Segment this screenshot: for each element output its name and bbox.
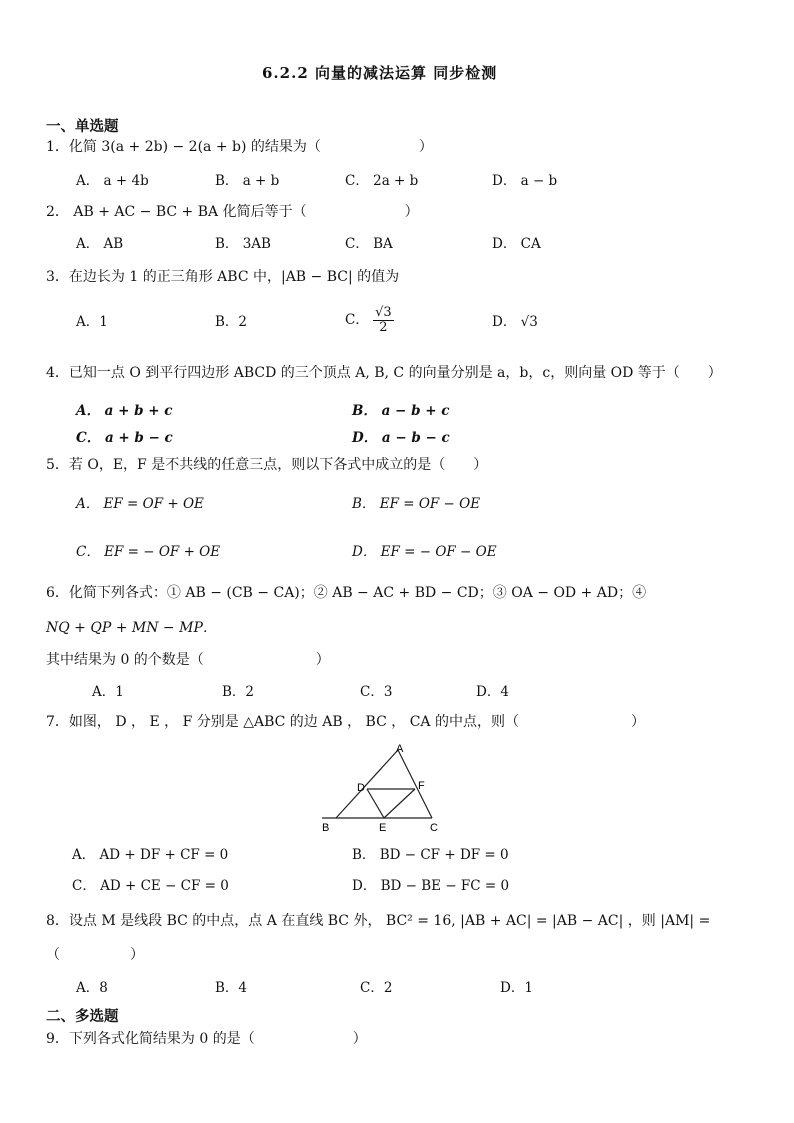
side-ac [398,750,432,818]
q4-option-c[interactable]: C． a + b − c [76,430,173,446]
question-7-stem: 7．如图， D ， E ， F 分别是 △ABC 的边 AB ， BC ， CA 的中点，则（ ） [46,714,645,730]
question-1-stem: 1．化简 3(a + 2b) − 2(a + b) 的结果为（ ） [46,139,433,155]
question-2-stem: 2． AB + AC − BC + BA 化简后等于（ ） [46,204,419,220]
q5-option-b[interactable]: B． EF = OF − OE [352,496,481,512]
question-5-stem: 5．若 O，E，F 是不共线的任意三点，则以下各式中成立的是（ ） [46,457,488,473]
q2-option-b[interactable]: B． 3AB [215,236,271,252]
q5-option-a[interactable]: A． EF = OF + OE [76,496,204,512]
label-e: E [379,822,387,834]
q2-option-d[interactable]: D． CA [492,236,541,252]
question-4-stem: 4．已知一点 O 到平行四边形 ABCD 的三个顶点 A, B, C 的向量分别是 a，b，c，则向量 OD 等于（ ） [46,365,722,381]
section-single-choice: 一、单选题 [46,118,119,135]
fraction-numerator: √3 [375,305,392,320]
label-f: F [418,780,425,792]
q5-option-c[interactable]: C． EF = − OF + OE [76,544,221,560]
side-ab [336,750,398,818]
question-3-stem: 3．在边长为 1 的正三角形 ABC 中，|AB − BC| 的值为 [46,269,400,285]
q1-option-d[interactable]: D． a − b [492,173,558,189]
page-title: 6.2.2 向量的减法运算 同步检测 [262,64,498,82]
q8-option-d[interactable]: D．1 [500,980,533,996]
q4-option-b[interactable]: B． a − b + c [352,403,450,419]
q3-option-c[interactable] [345,306,394,335]
q3-option-a[interactable]: A．1 [76,314,108,330]
question-6-line-1: 6．化简下列各式：① AB − (CB − CA)；② AB − AC + BD − CD；③ OA − OD + AD；④ [46,585,647,601]
fraction-denominator: 2 [379,320,388,335]
q1-option-c[interactable]: C． 2a + b [345,173,419,189]
label-d: D [357,782,365,794]
q7-option-a[interactable]: A． AD + DF + CF = 0 [72,847,229,863]
q8-option-b[interactable]: B．4 [215,980,248,996]
q1-option-a[interactable]: A． a + 4b [76,173,149,189]
q3-option-d[interactable]: D． √3 [492,314,538,330]
q2-option-a[interactable]: A． AB [76,236,124,252]
label-c: C [430,822,438,834]
q4-option-a[interactable]: A． a + b + c [76,403,173,419]
question-6-line-2: NQ + QP + MN − MP． [46,620,217,636]
label-a: A [396,743,404,755]
q6-option-c[interactable]: C．3 [360,684,393,700]
question-8-paren: （ ） [46,947,144,963]
segment-ef [384,789,415,818]
label-b: B [322,822,330,834]
q7-option-d[interactable]: D． BD − BE − FC = 0 [352,878,510,894]
triangle-figure [318,740,448,836]
q7-option-b[interactable]: B． BD − CF + DF = 0 [352,847,509,863]
q3-option-c-fraction [373,306,394,335]
question-8-stem: 8．设点 M 是线段 BC 的中点，点 A 在直线 BC 外， BC² = 16, |AB + AC| = |AB − AC| ，则 |AM| = [46,913,711,929]
q6-option-b[interactable]: B．2 [222,684,255,700]
q7-option-c[interactable]: C． AD + CE − CF = 0 [72,878,229,894]
question-6-line-3: 其中结果为 0 的个数是（ ） [46,652,330,668]
q3-option-c-label: C． [345,312,369,328]
question-9-stem: 9．下列各式化简结果为 0 的是（ ） [46,1031,367,1047]
q5-option-d[interactable]: D． EF = − OF − OE [352,544,497,560]
section-multiple-choice: 二、多选题 [46,1008,119,1025]
q6-option-d[interactable]: D．4 [476,684,509,700]
q2-option-c[interactable]: C． BA [345,236,393,252]
q6-option-a[interactable]: A．1 [92,684,124,700]
segment-de [367,789,384,818]
q1-option-b[interactable]: B． a + b [215,173,280,189]
q3-option-b[interactable]: B．2 [215,314,248,330]
q8-option-c[interactable]: C．2 [360,980,393,996]
q8-option-a[interactable]: A．8 [76,980,108,996]
q4-option-d[interactable]: D． a − b − c [352,430,450,446]
